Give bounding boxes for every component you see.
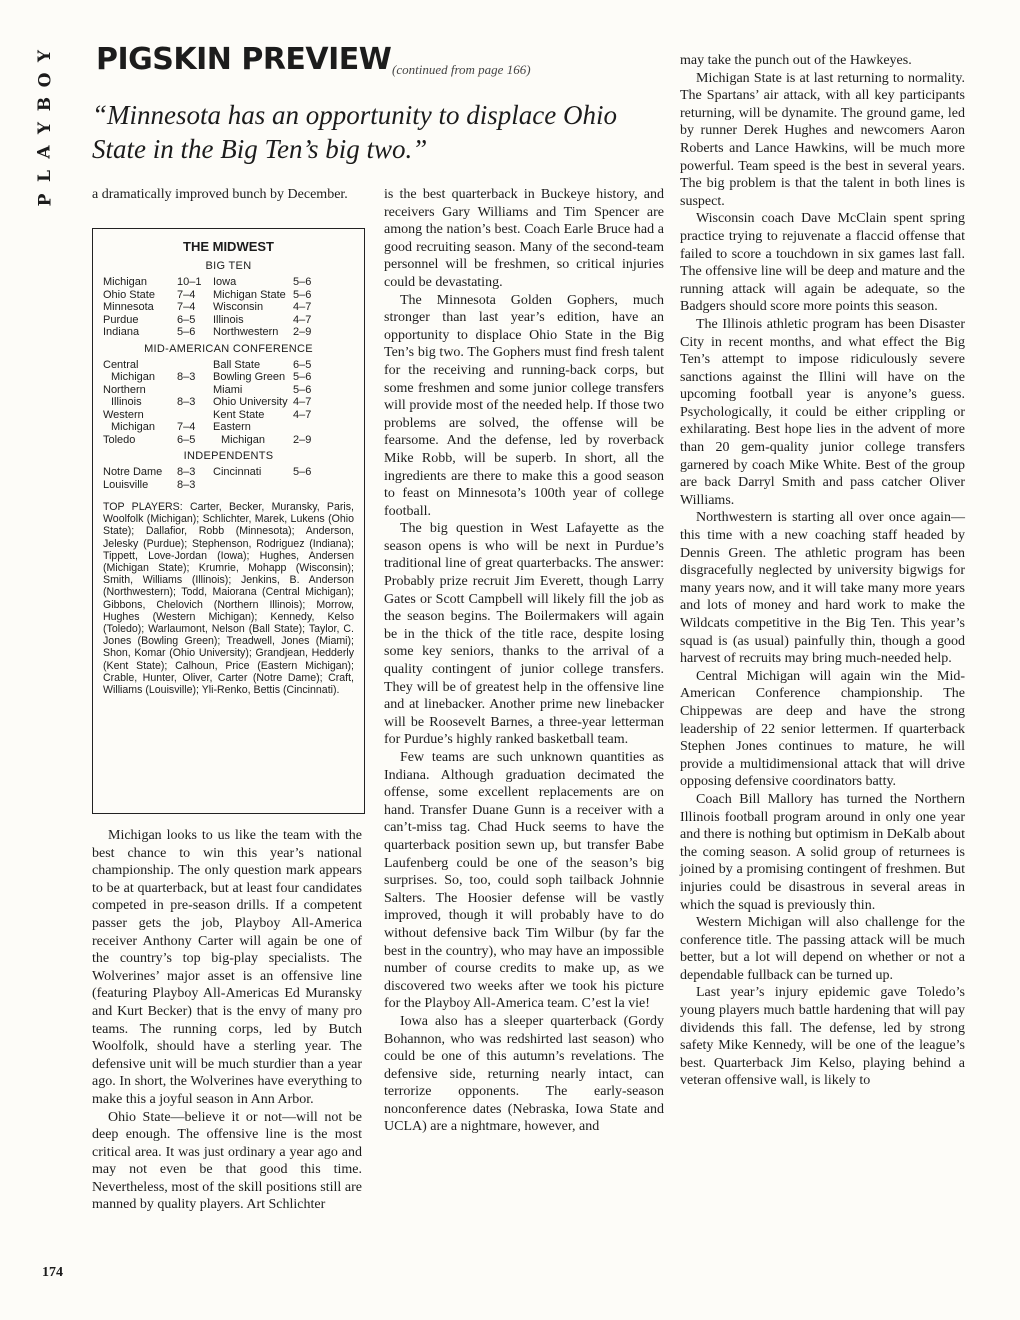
team: Wisconsin bbox=[213, 301, 264, 313]
record bbox=[293, 479, 323, 492]
record bbox=[177, 359, 213, 372]
paragraph: The big question in West Lafayette as the season opens is who will be next in Purdue’s traditional line of great quarterbacks. The answer: Probably prize recruit Jim Everett, though Larry Gates or Scott Campbell will likely fill the job as the season begins. The Boilermakers will again be in the thick of the title race, despite losing some key seniors, thanks to the arrival of a quality contingent of junior college transfers. They will be of greatest help in the offensive line and at linebacker. Another prime new linebacker will be Roosevelt Barnes, a three-year letterman for Purdue’s highly ranked basketball team. bbox=[384, 521, 664, 748]
record: 4–7 bbox=[293, 301, 312, 313]
record: 5–6 bbox=[293, 371, 312, 383]
standings-box bbox=[92, 228, 365, 814]
record: 7–4 bbox=[177, 288, 196, 301]
team: Cincinnati bbox=[213, 466, 262, 478]
team: Illinois bbox=[213, 313, 244, 326]
team: Northwestern bbox=[213, 326, 279, 338]
column-1 bbox=[92, 186, 372, 204]
team: Western bbox=[103, 408, 144, 421]
team: Michigan bbox=[111, 371, 156, 383]
paragraph: Iowa also has a sleeper quarterback (Gordy Bohannon, who was redshirted last season) who could be one of this autumn’s revelations. The defensive side, returning nearly intact, can terrorize opponents. The early-season nonconference dates (Nebraska, Iowa State and UCLA) are a nightmare, however, and bbox=[384, 1013, 664, 1135]
box-title: THE MIDWEST bbox=[183, 239, 274, 254]
team: Ball State bbox=[213, 358, 261, 371]
paragraph: is the best quarterback in Buckeye history, and receivers Gary Williams and Tim Spencer are among the nation’s best. Coach Earle Bruce had a good recruiting season. Many of the second-team personnel will be freshmen, so critical injuries could be devastating. bbox=[384, 187, 664, 290]
record: 5–6 bbox=[293, 383, 312, 396]
paragraph: may take the punch out of the Hawkeyes. bbox=[680, 53, 912, 68]
paragraph: Michigan State is at last returning to normality. The Spartans’ air attack, with all key participants returning, will be dynamite. The ground game, led by runner Derek Hughes and newcomers Aaron Roberts and Lance Hawkins, will be much more powerful. Team speed is the best in several years. The big problem is that the talent in both lines is suspect. bbox=[680, 70, 965, 209]
page-number: 174 bbox=[42, 1265, 63, 1280]
team: Michigan bbox=[111, 421, 156, 433]
record: 5–6 bbox=[293, 276, 312, 288]
team: Louisville bbox=[103, 478, 149, 491]
paragraph: Wisconsin coach Dave McClain spent spring practice trying to rejuvenate a flaccid offense that failed to score a touchdown in six games last fall. The offensive line will be deep and mature and the running attack will again be adequate, so the Badgers should score more points this season. bbox=[680, 211, 965, 315]
team: Miami bbox=[213, 383, 243, 396]
mac-table bbox=[103, 359, 354, 447]
column-1-lower bbox=[92, 827, 362, 1214]
top-players: TOP PLAYERS: Carter, Becker, Muransky, Paris, Woolfolk (Michigan); Schlichter, Marek, Lukens (Ohio State); Dallafior, Robb (Minnesota); Anderson, Jelesky (Purdue); Stephenson, Rodriguez (Indiana); Tippett, Love-Jordan (Iowa); Hughes, Andersen (Michigan State); Krumrie, Mohapp (Wisconsin); Smith, Williams (Illinois); Jenkins, B. Anderson (Northwestern); Todd, Maiorana (Central Michigan); Gibbons, Chelovich (Northern Illinois); Morrow, Hughes (Western Michigan); Kennedy, Kelso (Toledo); Warlaumont, Nelson (Ball State); Taylor, C. Jones (Bowling Green); Treadwell, Jones (Miami); Shon, Komar (Ohio University); Grandjean, Hedderly (Kent State); Calhoun, Price (Eastern Michigan); Crable, Hunter, Oliver, Carter (Notre Dame); Craft, Williams (Louisville); Yli-Renko, Bettis (Cincinnati). bbox=[103, 501, 354, 697]
team: Purdue bbox=[103, 313, 139, 326]
record: 5–6 bbox=[293, 466, 312, 478]
team: Bowling Green bbox=[213, 371, 286, 383]
record: 5–6 bbox=[177, 326, 196, 338]
spine-letter: Y bbox=[34, 121, 55, 135]
paragraph: Central Michigan will again win the Mid-American Conference championship. The Chippewas are deep and have the strong leadership of 22 senior lettermen. If quarterback Stephen Jones continues to mature, he will provide a multidimensional attack that will drive opposing defensive coordinators batty. bbox=[680, 668, 965, 790]
paragraph: Northwestern is starting all over once again—this time with a new coaching staff headed by Dennis Green. The athletic program has been disgracefully neglected by university bigwigs for many years now, and it will take many more years and lots of money and hard work to make the Wildcats competitive in the Big Ten. This year’s squad is (as usual) painfully thin, though a good harvest of recruits may bring much-needed help. bbox=[680, 510, 965, 667]
record: 4–7 bbox=[293, 313, 312, 326]
record: 8–3 bbox=[177, 396, 196, 408]
paragraph: Last year’s injury epidemic gave Toledo’s young players much battle hardening that will pay dividends this fall. The defense, led by strong safety Mike Kennedy, will be one of the league’s best. Quarterback Jim Kelso, playing behind a veteran offensive wall, is likely to bbox=[680, 985, 965, 1089]
record: 7–4 bbox=[177, 301, 196, 313]
spine-letter: L bbox=[34, 170, 55, 182]
record: 5–6 bbox=[293, 288, 312, 301]
team: Iowa bbox=[213, 276, 237, 288]
team: Kent State bbox=[213, 408, 265, 421]
continued-note: (continued from page 166) bbox=[392, 62, 531, 77]
paragraph: Michigan looks to us like the team with the best chance to win this year’s national championship. The only question mark appears to be at quarterback, but at least four candidates competed in pre-season drills. If a competent passer gets the job, Playboy All-America receiver Anthony Carter will again be one of the country’s top big-play specialists. The Wolverines’ major asset is an offensive line (featuring Playboy All-Americas Ed Muransky and Kurt Becker) that is the envy of many pro teams. The running corps, led by Butch Woolfolk, should have a sterling year. The defensive unit will be much sturdier than a year ago. In short, the Wolverines have everything to make this a joyful season in Ann Arbor. bbox=[92, 828, 362, 1107]
spine-letter: O bbox=[35, 72, 55, 88]
record: 10–1 bbox=[177, 276, 202, 288]
paragraph: Few teams are such unknown quantities as Indiana. Although graduation decimated the offense, some excellent replacements are on hand. Transfer Duane Gunn is a receiver with a can’t-miss tag. Chad Huck seems to have the quarterback position sewn up, but transfer Babe Laufenberg could be one of the season’s big surprises. So, too, could soph tailback Johnnie Salters. The Hoosier defense will be vastly improved, though it will probably have to do without defensive back Tim Wilbur (by far the best in the country), who may have an impossible number of course credits to make up, as we discovered two weeks after we took his picture for the Playboy All-America team. C’est la vie! bbox=[384, 750, 664, 1012]
team: Minnesota bbox=[103, 301, 154, 313]
spine-letter: B bbox=[35, 96, 55, 112]
team: Michigan State bbox=[213, 288, 286, 301]
independents-table bbox=[103, 466, 354, 491]
team: Ohio University bbox=[213, 396, 288, 408]
record: 2–9 bbox=[293, 326, 312, 338]
page-title: PIGSKIN PREVIEW bbox=[96, 42, 392, 77]
column-3 bbox=[680, 52, 965, 1090]
record: 4–7 bbox=[293, 396, 312, 408]
spine-letter: P bbox=[34, 193, 55, 207]
conference-heading: MID-AMERICAN CONFERENCE bbox=[144, 342, 313, 355]
spine-letter: Y bbox=[34, 49, 55, 63]
spine-letter: A bbox=[34, 145, 55, 159]
record bbox=[293, 421, 323, 434]
record: 8–3 bbox=[177, 478, 196, 491]
team: Northern bbox=[103, 383, 146, 396]
column-2 bbox=[384, 186, 664, 1136]
magazine-spine bbox=[30, 44, 60, 212]
pull-quote: “Minnesota has an opportunity to displace Ohio State in the Big Ten’s big two.” bbox=[92, 100, 617, 164]
record bbox=[177, 409, 213, 422]
team: Ohio State bbox=[103, 288, 155, 301]
record: 6–5 bbox=[293, 358, 312, 371]
record: 2–9 bbox=[293, 433, 312, 446]
team: Toledo bbox=[103, 433, 136, 446]
paragraph: Ohio State—believe it or not—will not be deep enough. The offensive line is the most critical area. It was just ordinary a year ago and may not even be that good this time. Nevertheless, most of the skill positions still are manned by quality players. Art Schlichter bbox=[92, 1109, 362, 1213]
paragraph: a dramatically improved bunch by December. bbox=[92, 187, 348, 202]
paragraph: The Illinois athletic program has been Disaster City in recent months, and what effect the Big Ten’s attempt to impose ridiculously severe sanctions against the Illini will have on the upcoming football year is anyone’s guess. Psychologically, it could be either crippling or exhilarating. Best hope lies in the advent of more than 20 gem-quality junior college transfers garnered by coach Mike White. Best of the group are back Darryl Smith and pass catcher Oliver Williams. bbox=[680, 316, 965, 508]
record: 6–5 bbox=[177, 313, 196, 326]
record: 7–4 bbox=[177, 421, 196, 433]
big-ten-table bbox=[103, 276, 354, 339]
record: 8–3 bbox=[177, 466, 196, 478]
team: Central bbox=[103, 358, 139, 371]
team: Michigan bbox=[221, 433, 266, 446]
paragraph: Western Michigan will also challenge for the conference title. The passing attack will be much better, but a lot will depend on whether or not a dependable fullback can be turned up. bbox=[680, 915, 965, 983]
team: Eastern bbox=[213, 421, 251, 433]
paragraph: The Minnesota Golden Gophers, much stronger than last year’s edition, have an opportunity to displace Ohio State in the Big Ten’s big two. The Gophers must find fresh talent for the receiving and running-back corps, but some freshmen and some junior college transfers will provide most of the needed help. If those two problems are solved, the offense will be fearsome. And the defense, led by roverback Mike Robb, will be superb. In short, all the ingredients are there to make this a good season to feast on Minnesota’s 100th year of college football. bbox=[384, 292, 664, 519]
record bbox=[177, 384, 213, 397]
team: Indiana bbox=[103, 326, 140, 338]
record: 6–5 bbox=[177, 433, 196, 446]
paragraph: Coach Bill Mallory has turned the Northern Illinois football program around in only one year and there is nothing but optimism in DeKalb about the coming season. A solid group of returnees is joined by a promising contingent of freshmen. But injuries could be disastrous in several areas in which the squad is previously thin. bbox=[680, 791, 965, 913]
team: Michigan bbox=[103, 276, 148, 288]
record: 8–3 bbox=[177, 371, 196, 383]
conference-heading: BIG TEN bbox=[205, 260, 252, 272]
conference-heading: INDEPENDENTS bbox=[183, 450, 274, 462]
team: Illinois bbox=[111, 396, 142, 408]
team: Notre Dame bbox=[103, 466, 163, 478]
team bbox=[213, 479, 293, 492]
record: 4–7 bbox=[293, 408, 312, 421]
